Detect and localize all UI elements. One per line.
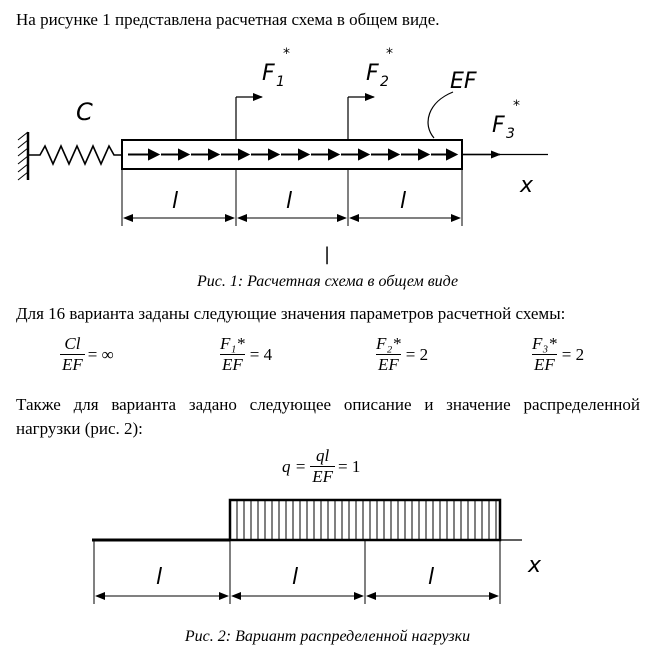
spring	[28, 146, 122, 164]
param-f3-ef	[530, 334, 584, 375]
f3-subscript: 3	[506, 126, 515, 142]
spring-label: C	[76, 98, 93, 126]
figure-1-caption: Рис. 1: Расчетная схема в общем виде	[196, 273, 459, 290]
param-4-denominator: EF	[534, 355, 555, 374]
load-formula-lhs: q =	[282, 456, 307, 476]
segment-2-length-2: l	[292, 565, 299, 590]
f2-force	[348, 46, 393, 140]
param-f2-ef	[374, 334, 428, 375]
segment-2-length: l	[286, 189, 293, 214]
f1-star: *	[283, 46, 290, 62]
param-f1-ef	[218, 334, 272, 375]
f2-star: *	[386, 46, 393, 62]
segment-1-length-2: l	[156, 565, 163, 590]
param-2-denominator: EF	[222, 355, 243, 374]
param-1-denominator: EF	[62, 355, 83, 374]
f1-label: F	[262, 61, 275, 86]
variant-text: Для 16 варианта заданы следующие значения параметров расчетной схемы:	[16, 304, 566, 323]
param-3-numerator: F₂*	[376, 334, 401, 353]
f2-label: F	[366, 61, 379, 86]
distributed-load-block	[230, 500, 500, 540]
figure-2-caption: Рис. 2: Вариант распределенной нагрузки	[184, 628, 471, 645]
param-4-value: = 2	[561, 344, 585, 364]
f2-subscript: 2	[380, 74, 389, 90]
figure-2-load	[0, 490, 655, 618]
segment-3-length-2: l	[428, 565, 435, 590]
segment-1-length: l	[172, 189, 179, 214]
load-formula	[282, 446, 360, 487]
fixed-wall	[18, 132, 28, 180]
intro-text: На рисунке 1 представлена расчетная схема в общем виде.	[16, 10, 440, 29]
param-2-numerator: F₁*	[220, 334, 245, 353]
param-2-value: = 4	[249, 344, 273, 364]
stray-tick-mark: |	[324, 244, 331, 265]
param-1-numerator: Cl	[64, 334, 81, 353]
ef-leader	[428, 92, 453, 138]
param-cl-ef	[60, 334, 114, 375]
internal-load-arrows	[128, 150, 456, 159]
load-formula-value: = 1	[338, 456, 361, 476]
load-formula-numerator: ql	[316, 446, 330, 465]
f1-force	[236, 46, 290, 140]
segment-3-length: l	[400, 189, 407, 214]
param-4-numerator: F₃*	[532, 334, 557, 353]
param-3-value: = 2	[405, 344, 429, 364]
f3-star: *	[513, 98, 520, 114]
param-1-value: = ∞	[87, 344, 114, 364]
figure-1-scheme	[0, 40, 655, 265]
f3-label: F	[492, 113, 505, 138]
ef-label: EF	[450, 69, 477, 94]
f1-subscript: 1	[276, 74, 285, 90]
param-3-denominator: EF	[378, 355, 399, 374]
load-formula-denominator: EF	[312, 467, 334, 486]
x-axis-label-2: x	[528, 553, 542, 578]
x-axis-label: x	[520, 173, 534, 198]
load-text: Также для варианта задано следующее описание и значение распределенной нагрузки (рис. 2):	[16, 395, 640, 438]
